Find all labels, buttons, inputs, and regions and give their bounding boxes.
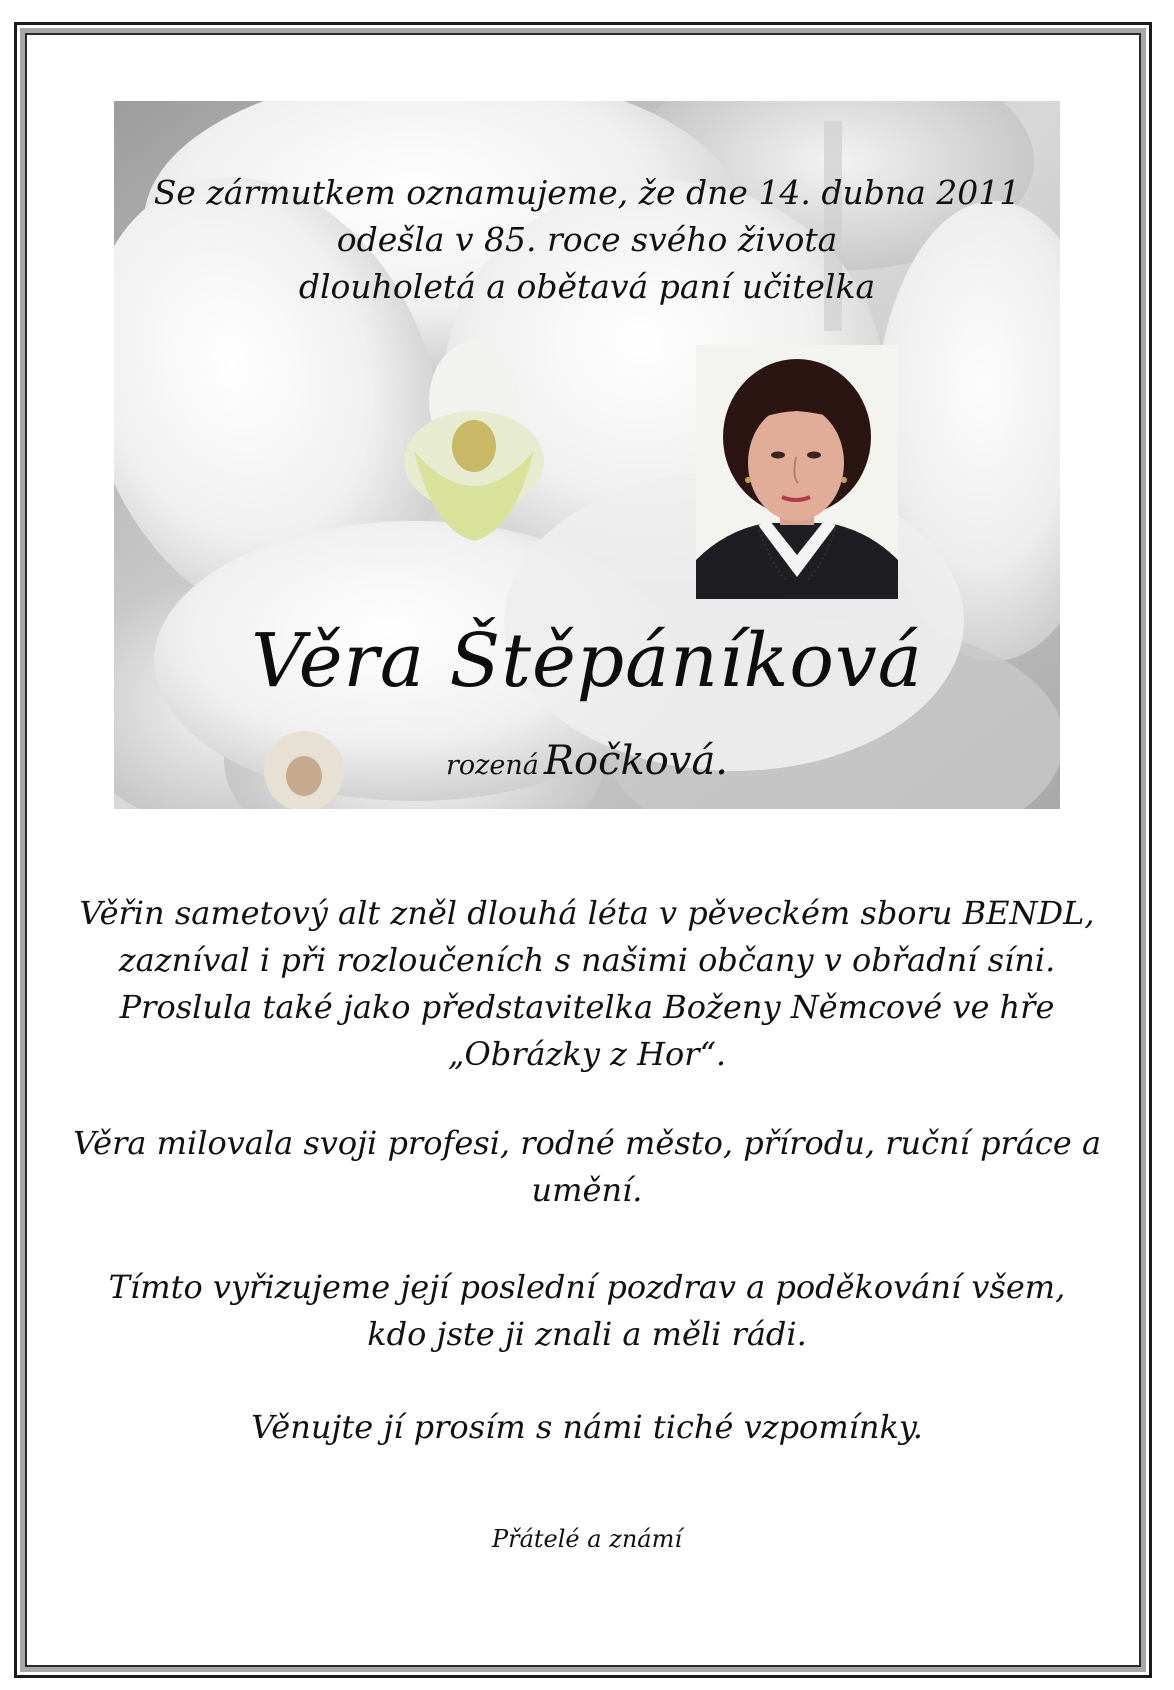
announcement-intro [114, 169, 1060, 310]
intro-line: dlouholetá a obětavá paní učitelka [298, 267, 876, 306]
paragraph-line: Věra milovala svoji profesi, rodné město, přírodu, ruční práce a [72, 1124, 1102, 1162]
paragraph-loves [50, 1120, 1124, 1214]
paragraph-singing [50, 890, 1124, 1078]
signature: Přátelé a známí [491, 1525, 683, 1553]
paragraph-farewell [50, 1264, 1124, 1358]
paragraph-line: „Obrázky z Hor“. [447, 1035, 727, 1073]
paragraph-line: zazníval i při rozloučeních s našimi občany v obřadní síni. [118, 941, 1056, 979]
deceased-name: Věra Štěpáníková [251, 618, 923, 704]
paragraph-line: Proslula také jako představitelka Boženy Němcové ve hře [119, 988, 1055, 1026]
paragraph-line: Věnujte jí prosím s námi tiché vzpomínky. [251, 1408, 923, 1446]
paragraph-line: umění. [531, 1171, 643, 1209]
paragraph-line: Tímto vyřizujeme její poslední pozdrav a poděkování všem, [108, 1268, 1066, 1306]
paragraph-line: kdo jste ji znali a měli rádi. [367, 1315, 807, 1353]
portrait-image [696, 345, 898, 599]
maiden-name-line [114, 738, 1060, 784]
intro-line: odešla v 85. roce svého života [336, 220, 838, 259]
maiden-name: Ročková. [543, 738, 729, 784]
portrait-photo [696, 345, 898, 599]
paragraph-line: Věřin sametový alt zněl dlouhá léta v pěveckém sboru BENDL, [79, 894, 1095, 932]
paragraph-remembrance [50, 1404, 1124, 1451]
orchid-banner [114, 101, 1060, 809]
intro-line: Se zármutkem oznamujeme, že dne 14. dubna 2011 [153, 173, 1021, 212]
born-prefix: rozená [445, 750, 539, 781]
